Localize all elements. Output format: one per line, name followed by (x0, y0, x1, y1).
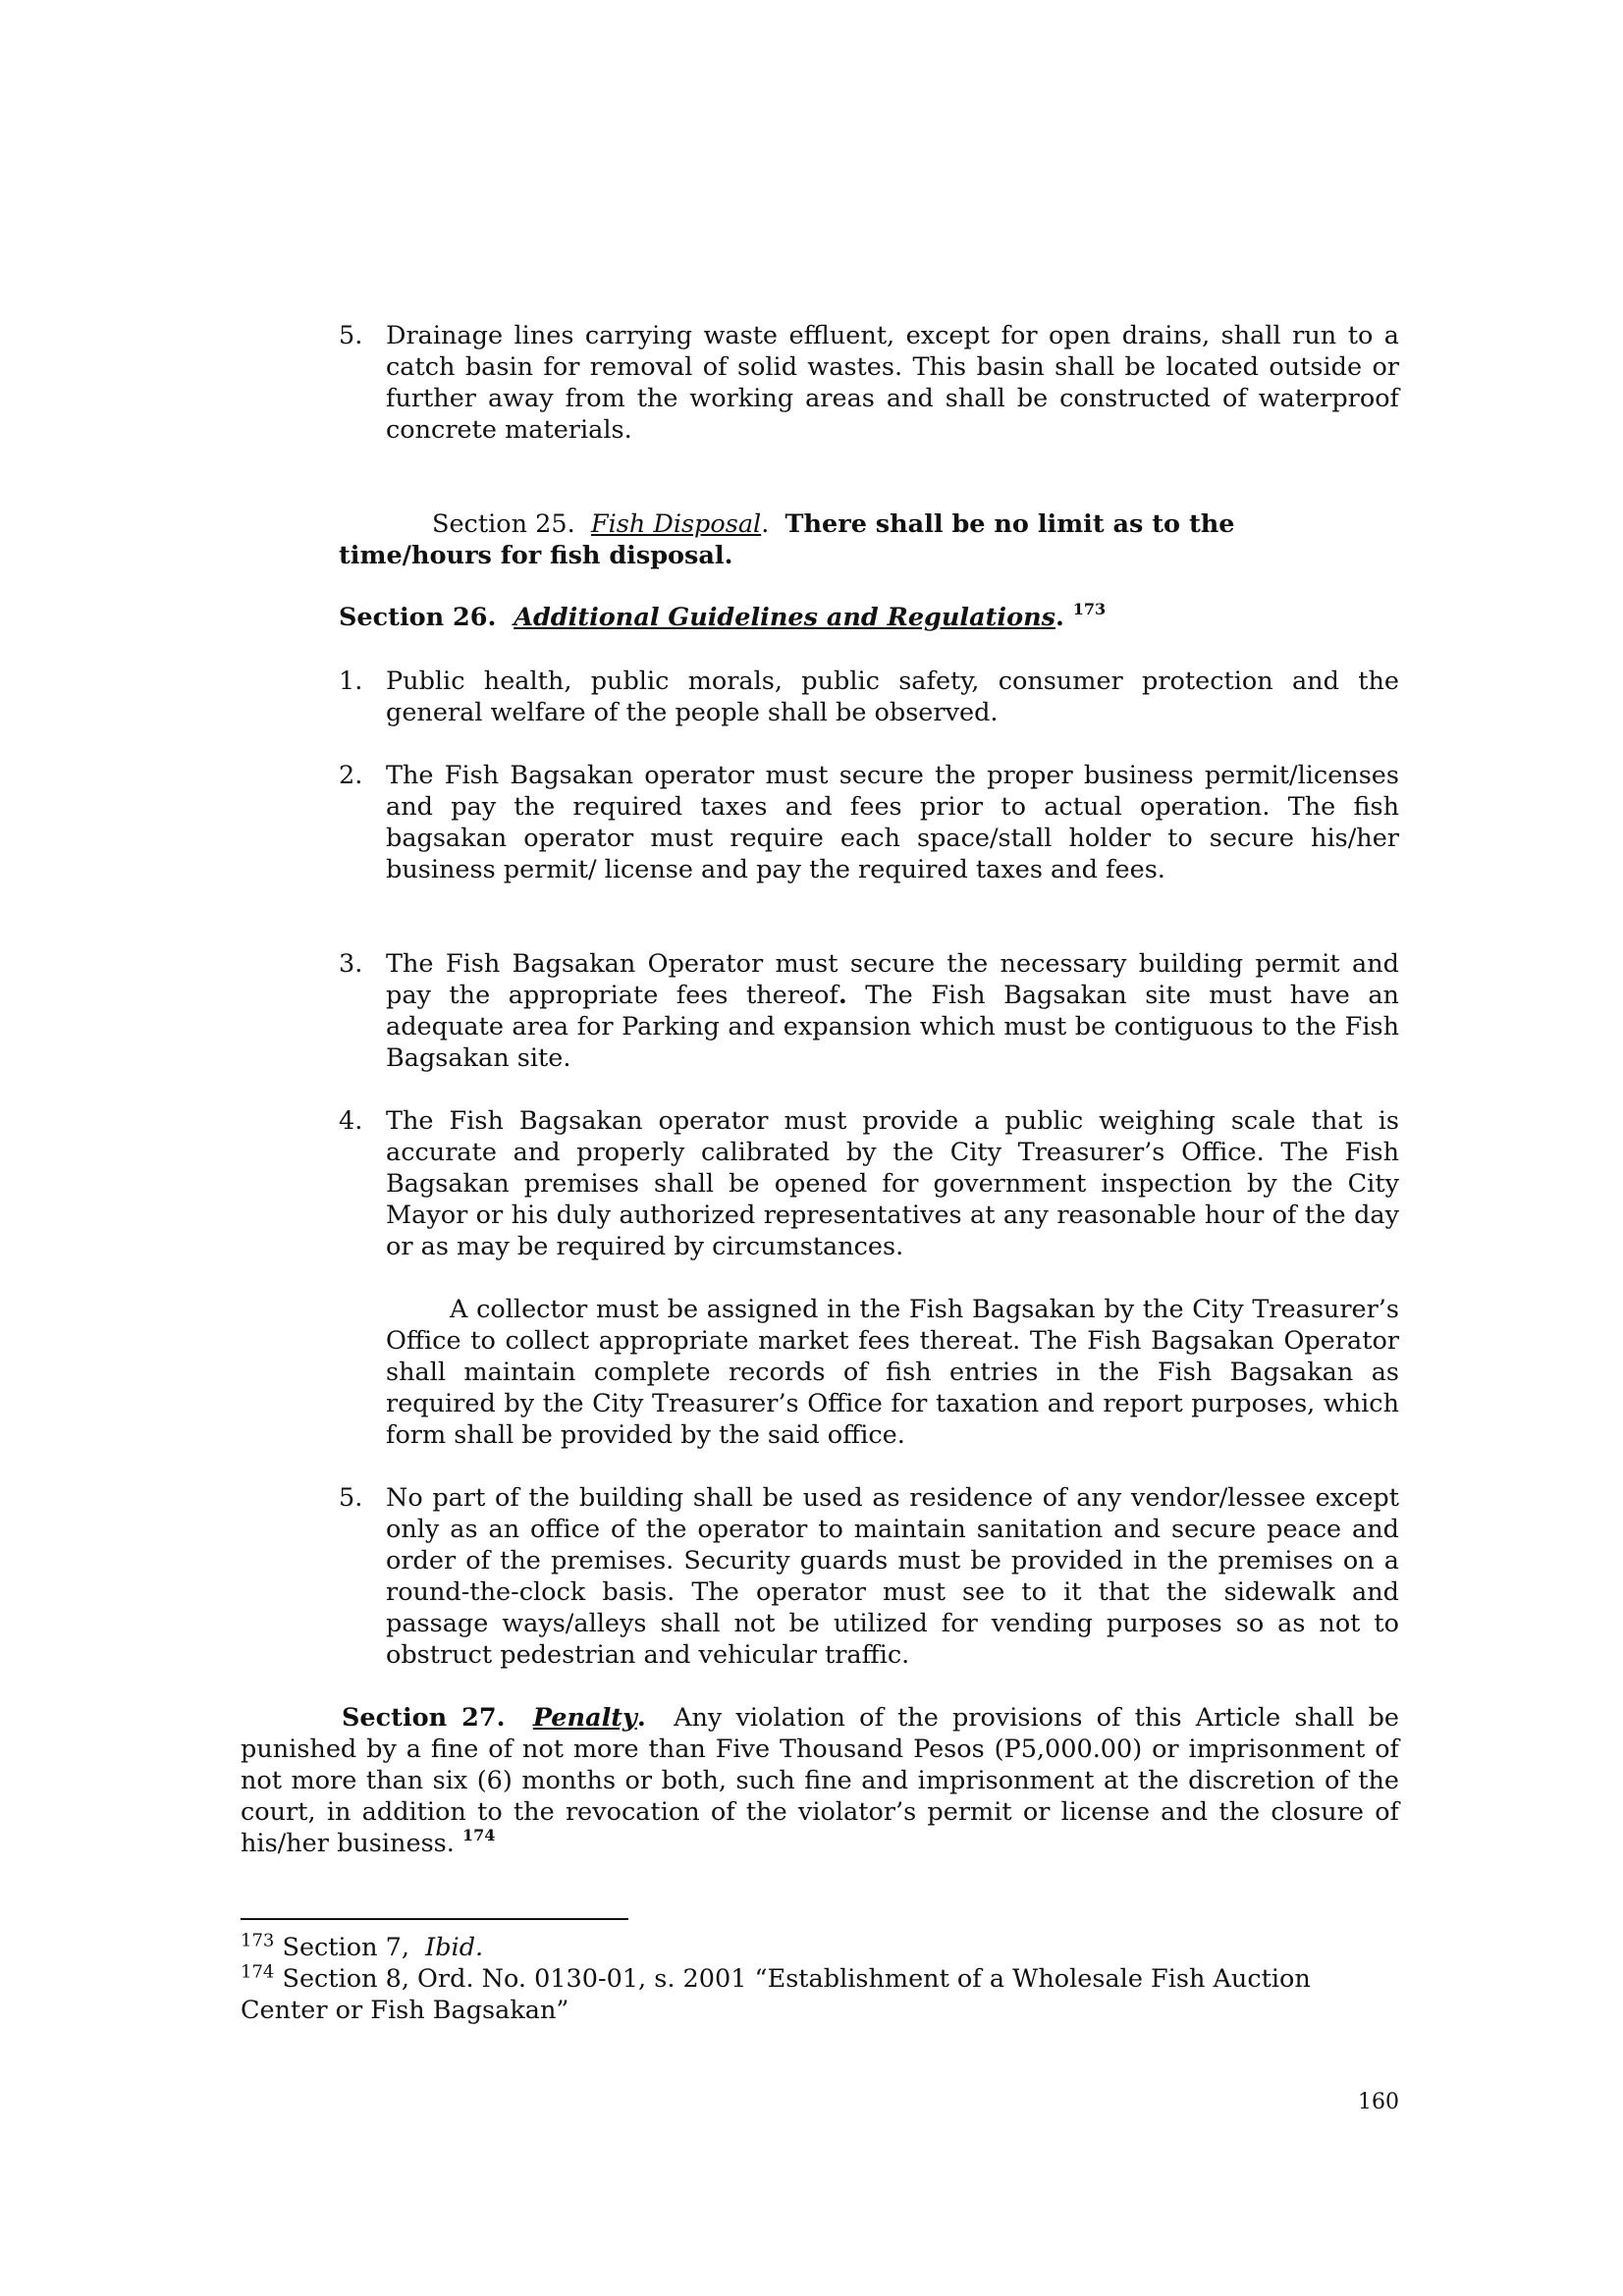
section-26-heading (339, 599, 1399, 633)
list-item-number: 1. (339, 667, 363, 696)
list-item-text: No part of the building shall be used as residence of any vendor/lessee except only as an office of the operator to maintain sanitation and secure peace and order of the premises. Security guards must be provided in the premises on a round-the-clock basis. The operator must see to it that the sidewalk and passage ways/alleys shall not be utilized for vending purposes so as not to obstruct pedestrian and vehicular traffic. (386, 1483, 1399, 1670)
list-item-text: Public health, public morals, public safety, consumer protection and the general welfare of the people shall be observed. (386, 667, 1399, 727)
list-item (339, 666, 1399, 728)
list-item-text: Drainage lines carrying waste effluent, except for open drains, shall run to a catch basin for removal of solid wastes. This basin shall be located outside or further away from the working areas and shall be constructed of waterproof concrete materials. (386, 321, 1399, 445)
list-item-number: 3. (339, 949, 363, 979)
footnote-marker: 173 (241, 1930, 275, 1951)
list-item (339, 948, 1399, 1074)
footnote-text: Section 7, (282, 1933, 409, 1962)
section-27-label: Section 27. (342, 1703, 506, 1733)
page-number: 160 (1358, 2090, 1399, 2114)
section-26-title-punct: . (1055, 603, 1064, 632)
section-26-label: Section 26. (339, 603, 497, 632)
footnote-ref-174[interactable]: 174 (461, 1825, 496, 1844)
section-25 (339, 508, 1252, 571)
footnote-italic: Ibid. (425, 1933, 484, 1962)
list-item (339, 1482, 1399, 1671)
section-25-title-punct: . (761, 509, 770, 539)
footnote-ref-173[interactable]: 173 (1072, 599, 1107, 618)
list-item-text (386, 948, 1399, 1074)
footnote-text: Section 8, Ord. No. 0130-01, s. 2001 “Establishment of a Wholesale Fish Auction Center or Fish Bagsakan” (241, 1964, 1311, 2025)
list-item-bold-period: . (838, 981, 847, 1010)
list-item-text: The Fish Bagsakan operator must provide a public weighing scale that is accurate and properly calibrated by the City Treasurer’s Office. The Fish Bagsakan premises shall be opened for government inspection by the City Mayor or his duly authorized representatives at any reasonable hour of the day or as may be required by circumstances. (386, 1106, 1399, 1261)
section-25-label: Section 25. (432, 509, 575, 539)
list-item (339, 1105, 1399, 1451)
list-item-text-part: The Fish Bagsakan Operator must secure the necessary building permit and pay the appropriate fees thereof (386, 949, 1399, 1010)
footnote-separator (241, 1918, 628, 1920)
list-item-text: The Fish Bagsakan operator must secure the proper business permit/licenses and pay the required taxes and fees prior to actual operation. The fish bagsakan operator must require each space/stall holder to secure his/her business permit/ license and pay the required taxes and fees. (386, 761, 1399, 884)
section-25-title: Fish Disposal (590, 509, 762, 539)
list-item-text-part: The Fish Bagsakan site must have an adequate area for Parking and expansion which must be contiguous to the Fish Bagsakan site. (386, 981, 1399, 1073)
footnote-174 (241, 1963, 1360, 2026)
section-27 (241, 1702, 1399, 1859)
section-26-title: Additional Guidelines and Regulations (514, 603, 1055, 632)
list-item (339, 320, 1399, 446)
list-item (339, 760, 1399, 885)
section-25-body: There shall be no limit as to the time/hours for fish disposal. (339, 509, 1235, 570)
footnote-marker: 174 (241, 1961, 275, 1983)
section-27-body: Any violation of the provisions of this Article shall be punished by a fine of not more than Five Thousand Pesos (P5,000.00) or imprisonment of not more than six (6) months or both, such fine and imprisonment at the discretion of the court, in addition to the revocation of the violator’s permit or license and the closure of his/her business. (241, 1703, 1399, 1858)
list-item-number: 4. (339, 1106, 363, 1136)
list-item-number: 2. (339, 761, 363, 790)
section-27-title: Penalty (532, 1703, 637, 1733)
list-item-number: 5. (339, 321, 363, 350)
list-item-number: 5. (339, 1483, 363, 1513)
footnote-173 (241, 1932, 1399, 1963)
list-item-paragraph: A collector must be assigned in the Fish Bagsakan by the City Treasurer’s Office to collect appropriate market fees thereat. The Fish Bagsakan Operator shall maintain complete records of fish entries in the Fish Bagsakan as required by the City Treasurer’s Office for taxation and report purposes, which form shall be provided by the said office. (386, 1295, 1399, 1450)
section-27-title-punct: . (636, 1703, 646, 1733)
footnotes (241, 1932, 1399, 2026)
